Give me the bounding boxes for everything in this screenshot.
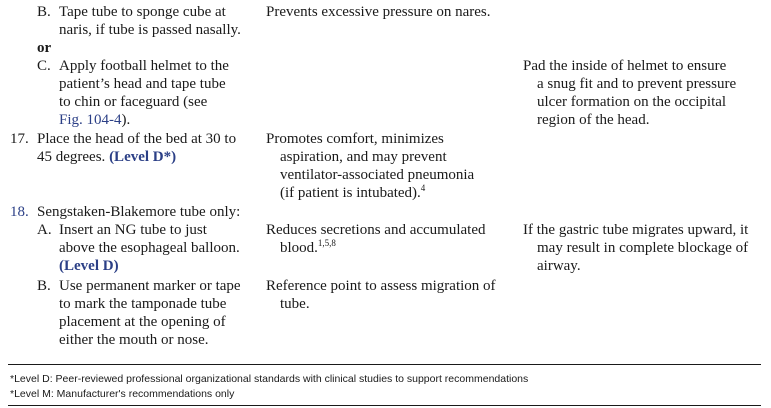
level-d-link[interactable]: (Level D): [59, 258, 119, 274]
step-18a-special-2: may result in complete blockage of: [537, 240, 749, 256]
or-separator: or: [37, 40, 52, 56]
step-18b-line1: Use permanent marker or tape: [59, 278, 241, 294]
step-18a-special-3: airway.: [537, 258, 581, 274]
footnote-rule-top: [8, 364, 761, 365]
step-b-label: B.: [37, 4, 51, 20]
step-17-line1: Place the head of the bed at 30 to: [37, 131, 237, 147]
step-c-line3: to chin or faceguard (see: [59, 94, 208, 110]
step-c-label: C.: [37, 58, 51, 74]
fig-104-4-link[interactable]: Fig. 104-4: [59, 112, 122, 128]
step-18a-special-1: If the gastric tube migrates upward, it: [523, 222, 749, 238]
step-18b-rationale-1: Reference point to assess migration of: [266, 278, 496, 294]
step-c-special-2: a snug fit and to prevent pressure: [537, 76, 737, 92]
step-b-rationale: Prevents excessive pressure on nares.: [266, 4, 491, 20]
footnote-level-d: *Level D: Peer-reviewed professional organizational standards with clinical studies to support recommendations: [10, 373, 529, 385]
step-18a-rationale-2: [280, 239, 336, 257]
ref-4-link[interactable]: 4: [420, 183, 426, 193]
step-18-number: 18.: [10, 204, 29, 220]
step-17-rationale-4-text: (if patient is intubated).: [280, 185, 421, 201]
step-18b-rationale-2: tube.: [280, 296, 310, 312]
step-c-special-4: region of the head.: [537, 112, 650, 128]
step-c-special-1: Pad the inside of helmet to ensure: [523, 58, 727, 74]
step-18b-line3: placement at the opening of: [59, 314, 226, 330]
step-17-rationale-3: ventilator-associated pneumonia: [280, 167, 475, 183]
footnote-level-m: *Level M: Manufacturer's recommendations only: [10, 388, 235, 400]
step-18b-line2: to mark the tamponade tube: [59, 296, 227, 312]
step-c-line1: Apply football helmet to the: [59, 58, 229, 74]
step-18a-rationale-2-text: blood.: [280, 240, 318, 256]
step-18-text: Sengstaken-Blakemore tube only:: [37, 204, 241, 220]
step-17-rationale-4: [280, 184, 425, 202]
step-c-line2: patient’s head and tape tube: [59, 76, 226, 92]
step-18b-line4: either the mouth or nose.: [59, 332, 209, 348]
step-b-line1: Tape tube to sponge cube at: [59, 4, 226, 20]
step-17-line2-text: 45 degrees.: [37, 149, 106, 165]
step-c-line4-end: ).: [121, 112, 131, 128]
step-b-line2: naris, if tube is passed nasally.: [59, 22, 241, 38]
step-18a-line1: Insert an NG tube to just: [59, 222, 207, 238]
step-18b-label: B.: [37, 278, 51, 294]
step-17-rationale-2: aspiration, and may prevent: [280, 149, 447, 165]
ref-1-5-8-link[interactable]: 1,5,8: [317, 238, 336, 248]
step-18a-rationale-1: Reduces secretions and accumulated: [266, 222, 486, 238]
step-18a-line2: above the esophageal balloon.: [59, 240, 240, 256]
step-17-rationale-1: Promotes comfort, minimizes: [266, 131, 444, 147]
step-c-line4: [59, 111, 130, 129]
footnote-rule-bottom: [8, 405, 761, 406]
step-17-number: 17.: [10, 131, 29, 147]
step-17-line2: [37, 148, 176, 166]
step-c-special-3: ulcer formation on the occipital: [537, 94, 727, 110]
level-d-star-link[interactable]: (Level D*): [109, 149, 177, 165]
step-18a-label: A.: [37, 222, 52, 238]
